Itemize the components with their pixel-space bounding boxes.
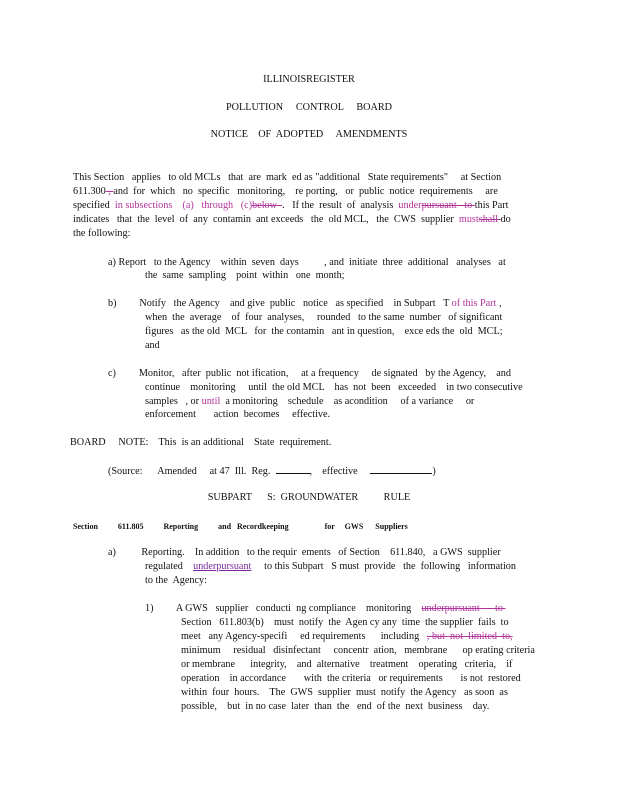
sec-text: meet any Agency-specifi ed requirements including (181, 631, 427, 642)
deleted-text: shall (478, 214, 501, 225)
effective-date-blank (370, 464, 432, 474)
item-b-line-2: when the average of four analyses, rounded to the same number of significant (145, 312, 503, 323)
section-number: 611.805 (117, 522, 144, 531)
inserted-text: under (398, 200, 422, 211)
inserted-text: in subsections (a) through (c) (114, 200, 253, 211)
sec-1-line-1 (145, 602, 506, 615)
sec-1-line-2: Section 611.803(b) must notify the Agen cy any time the supplier fails to (181, 617, 509, 628)
sec-text: 1) A GWS supplier conducti ng compliance monitoring (145, 603, 422, 614)
item-text: , (496, 298, 502, 309)
sec-a-line-1: a) Reporting. In addition to the requir ements of Section 611.840, a GWS supplier (108, 547, 501, 558)
inserted-text: until (201, 396, 221, 407)
deleted-text: , (105, 186, 114, 197)
item-b-line-4: and (145, 340, 160, 351)
intro-line-5: the following: (73, 228, 131, 239)
intro-text: . If the result of analysis (282, 200, 399, 211)
intro-text: and for which no specific monitoring, re porting, or public notice requirements are (113, 186, 498, 197)
intro-line-3 (73, 199, 508, 212)
notice-title: NOTICE OF ADOPTED AMENDMENTS (210, 129, 408, 140)
item-c-line-2: continue monitoring until the old MCL has not been exceeded in two consecutive (145, 382, 523, 393)
intro-line-1: This Section applies to old MCLs that are mark ed as "additional State requirements" at Section (73, 172, 502, 183)
sec-1-line-6: operation in accordance with the criteria or requirements is not restored (181, 673, 521, 684)
reg-page-blank (276, 464, 310, 474)
inserted-text: must (458, 214, 479, 225)
item-c-line-4: enforcement action becomes effective. (145, 409, 331, 420)
item-a-line-2: the same sampling point within one month; (145, 270, 345, 281)
item-text: samples , or (145, 396, 202, 407)
intro-line-2 (73, 185, 498, 198)
deleted-text: underpursuant to (421, 603, 506, 614)
intro-section-ref: 611.300 (73, 186, 106, 197)
inserted-text: pursuant (216, 561, 252, 572)
deleted-text: pursuant to (421, 200, 475, 211)
inserted-text: of this Part (451, 298, 497, 309)
deleted-text: below (252, 200, 283, 211)
source-close: ) (432, 466, 436, 477)
sec-a-line-2 (145, 560, 516, 573)
source-line (108, 464, 436, 478)
sec-1-line-7: within four hours. The GWS supplier must notify the Agency as soon as (181, 687, 508, 698)
item-text: a monitoring schedule as acondition of a variance or (220, 396, 475, 407)
inserted-text: under (193, 561, 217, 572)
deleted-text: , but not limited to, (426, 631, 513, 642)
intro-text: this Part (474, 200, 509, 211)
source-effective-label: , effective (309, 466, 358, 477)
sec-text: to this Subpart S must provide the following information (251, 561, 516, 572)
register-title: ILLINOISREGISTER (263, 74, 355, 85)
item-a-line-1: a) Report to the Agency within seven days , and initiate three additional analyses at (108, 257, 506, 268)
intro-text: specified (73, 200, 115, 211)
section-title: Reporting and Recordkeeping for GWS Suppliers (163, 522, 408, 531)
sec-1-line-4: minimum residual disinfectant concentr ation, membrane op erating criteria (181, 645, 535, 656)
item-b-line-1 (108, 297, 501, 310)
intro-line-4 (73, 213, 511, 226)
sec-text: regulated (145, 561, 194, 572)
item-c-line-1: c) Monitor, after public not ification, at a frequency de signated by the Agency, and (108, 368, 511, 379)
section-label: Section (73, 522, 98, 531)
source-label: (Source: Amended at 47 Ill. Reg. (108, 466, 271, 477)
item-text: b) Notify the Agency and give public notice as specified in Subpart T (108, 298, 452, 309)
intro-text: indicates that the level of any contamin ant exceeds the old MCL, the CWS supplier (73, 214, 459, 225)
sec-1-line-5: or membrane integrity, and alternative treatment operating criteria, if (181, 659, 513, 670)
board-title: POLLUTION CONTROL BOARD (225, 102, 392, 113)
item-c-line-3 (145, 395, 474, 408)
sec-1-line-8: possible, but in no case later than the end of the next business day. (181, 701, 490, 712)
sec-1-line-3 (181, 630, 513, 643)
subpart-heading: SUBPART S: GROUNDWATER RULE (207, 492, 411, 503)
intro-text: do (500, 214, 511, 225)
section-heading (73, 520, 408, 533)
sec-a-line-3: to the Agency: (145, 575, 207, 586)
item-b-line-3: figures as the old MCL for the contamin ant in question, exce eds the old MCL; (145, 326, 503, 337)
board-note: BOARD NOTE: This is an additional State requirement. (70, 437, 332, 448)
